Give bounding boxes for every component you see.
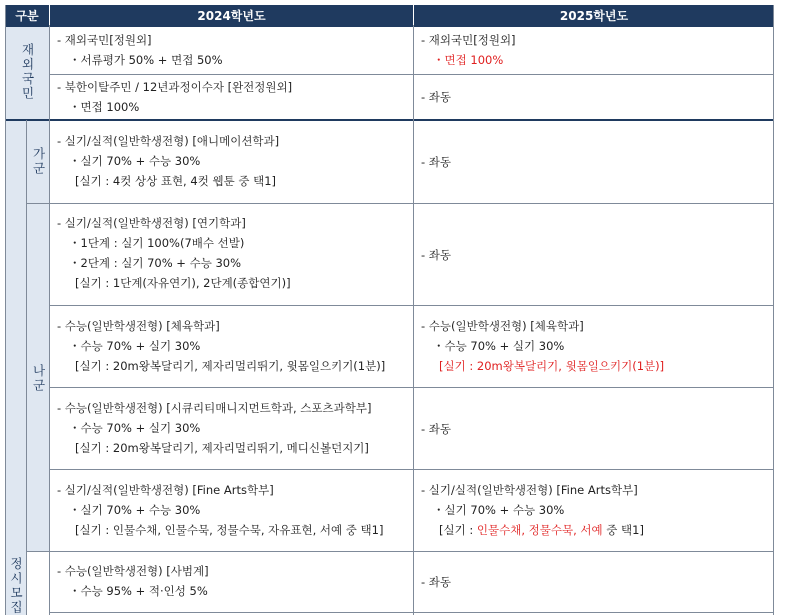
column-divider: [5, 5, 6, 615]
entry-detail: ・실기 70% + 수능 30%: [433, 503, 565, 517]
row-divider: [49, 469, 774, 470]
entry-title: - 실기/실적(일반학생전형) [Fine Arts학부]: [57, 483, 274, 497]
row-divider: [49, 612, 774, 613]
row-defector-2025: [413, 75, 774, 119]
entry-title: - 북한이탈주민 / 12년과정이수자 [완전정원외]: [57, 80, 293, 94]
category-regular: 정시모집: [5, 120, 26, 615]
header-2024: 2024학년도: [49, 5, 413, 25]
row-divider: [5, 25, 774, 27]
entry-detail: ・서류평가 50% + 면접 50%: [69, 53, 223, 67]
category-ga: 가군: [27, 120, 49, 203]
row-pe-2025: [413, 316, 774, 376]
row-pe-2024: [49, 316, 413, 376]
same-as-before: - 좌동: [421, 90, 452, 104]
entry-detail: ・1단계 : 실기 100%(7배수 선발): [69, 236, 245, 250]
header-category: 구분: [5, 5, 49, 25]
entry-note-changed: [실기 : 20m왕복달리기, 윗몸일으키기(1분)]: [439, 359, 665, 373]
same-as-before: - 좌동: [421, 247, 452, 262]
entry-title: - 수능(일반학생전형) [체육학과]: [57, 319, 220, 333]
entry-note: [실기 : 20m왕복달리기, 제자리멀리뛰기, 윗몸일으키기(1분)]: [75, 359, 386, 373]
entry-detail: ・수능 70% + 실기 30%: [433, 339, 565, 353]
category-overseas: 재외국민: [5, 25, 49, 119]
row-divider: [49, 305, 774, 306]
column-divider: [26, 120, 27, 615]
entry-title: - 재외국민[정원외]: [421, 33, 516, 47]
category-na: 나군: [27, 204, 49, 552]
entry-note: [실기 : 4컷 상상 표현, 4컷 웹툰 중 택1]: [75, 174, 277, 188]
note-suffix: 중 택1]: [602, 523, 644, 537]
row-defector-2024: [49, 77, 413, 117]
entry-detail: ・면접 100%: [69, 100, 140, 114]
row-education-2024: [49, 561, 413, 601]
same-as-before: - 좌동: [421, 421, 452, 436]
entry-detail-changed: ・면접 100%: [433, 53, 504, 67]
entry-detail: ・수능 95% + 적·인성 5%: [69, 584, 208, 598]
entry-detail: ・2단계 : 실기 70% + 수능 30%: [69, 256, 242, 270]
same-as-before: - 좌동: [421, 575, 452, 589]
entry-detail: ・실기 70% + 수능 30%: [69, 503, 201, 517]
entry-title: - 수능(일반학생전형) [사범계]: [57, 564, 209, 578]
entry-title: - 실기/실적(일반학생전형) [Fine Arts학부]: [421, 483, 638, 497]
entry-note: [실기 : 인물수채, 인물수묵, 정물수묵, 자유표현, 서예 중 택1]: [75, 523, 384, 537]
entry-detail: ・수능 70% + 실기 30%: [69, 339, 201, 353]
header-2025: 2025학년도: [413, 5, 774, 25]
row-finearts-2024: [49, 480, 413, 540]
row-acting-2025: [413, 204, 774, 305]
row-security-2025: [413, 388, 774, 469]
row-animation-2025: [413, 120, 774, 203]
row-finearts-2025: [413, 480, 774, 540]
entry-title: - 수능(일반학생전형) [시큐리티매니지먼트학과, 스포츠과학부]: [57, 401, 372, 415]
row-acting-2024: [49, 213, 413, 293]
note-prefix: [실기 :: [439, 523, 477, 537]
entry-title: - 재외국민[정원외]: [57, 33, 152, 47]
entry-note: [실기 : 1단계(자유연기), 2단계(종합연기)]: [75, 276, 291, 290]
row-overseas-2024: [49, 30, 413, 70]
entry-note: [실기 : 20m왕복달리기, 제자리멀리뛰기, 메디신볼던지기]: [75, 441, 369, 455]
row-overseas-2025: [413, 30, 774, 70]
note-changed-items: 인물수채, 정물수묵, 서예: [476, 523, 603, 537]
same-as-before: - 좌동: [421, 154, 452, 169]
entry-detail: ・수능 70% + 실기 30%: [69, 421, 201, 435]
entry-title: - 실기/실적(일반학생전형) [애니메이션학과]: [57, 134, 280, 148]
entry-title: - 실기/실적(일반학생전형) [연기학과]: [57, 216, 246, 230]
row-animation-2024: [49, 131, 413, 191]
entry-detail: ・실기 70% + 수능 30%: [69, 154, 201, 168]
entry-title: - 수능(일반학생전형) [체육학과]: [421, 319, 584, 333]
entry-note: [421, 520, 774, 540]
row-security-2024: [49, 398, 413, 458]
row-education-2025: [413, 552, 774, 612]
